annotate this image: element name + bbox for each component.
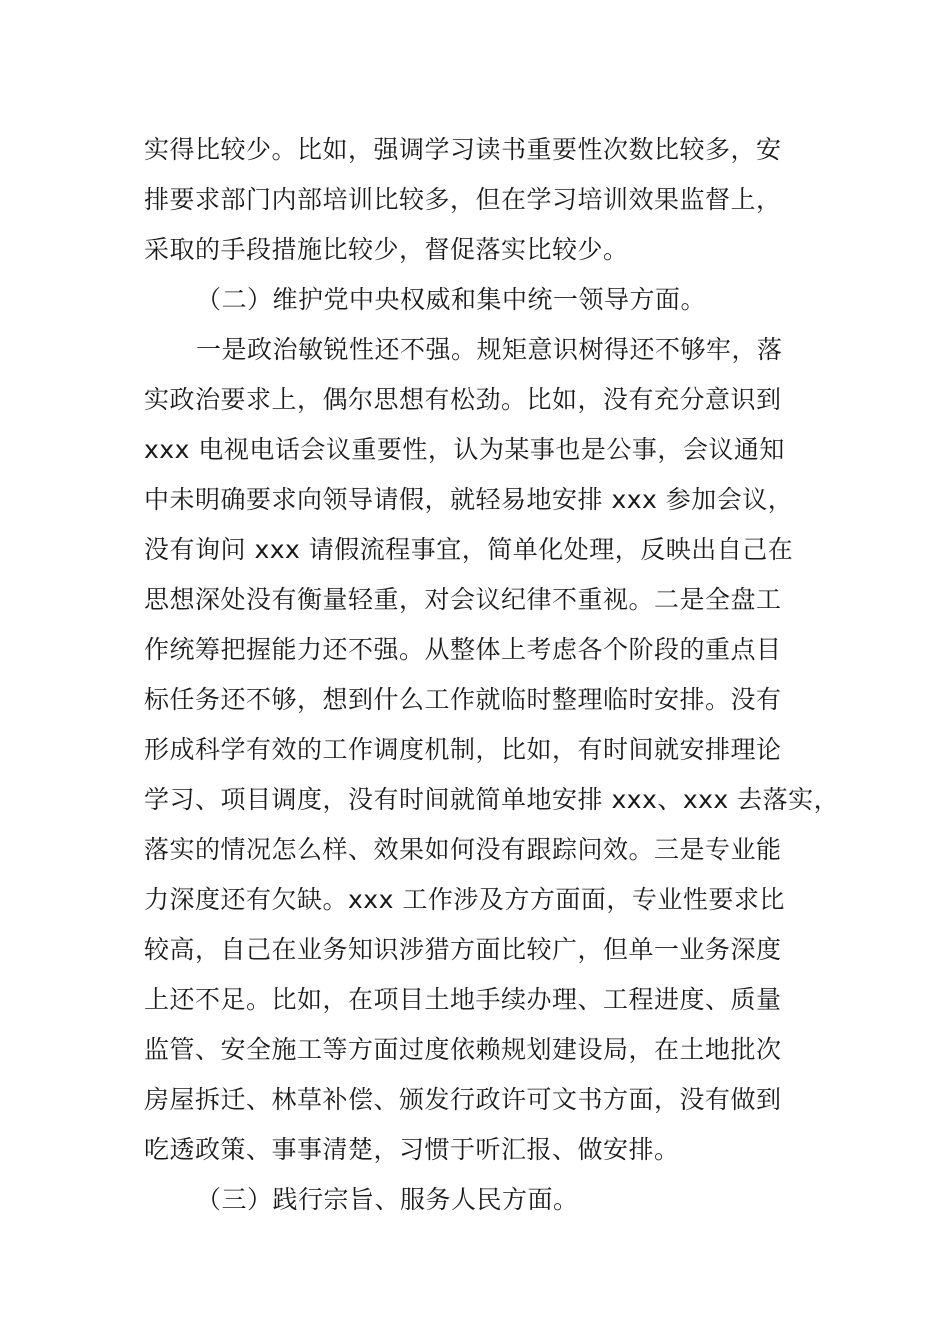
section-heading: （二）维护党中央权威和集中统一领导方面。 xyxy=(196,285,707,314)
text-line: 采取的手段措施比较少，督促落实比较少。 xyxy=(144,235,629,264)
text-line: 实政治要求上，偶尔思想有松劲。比如，没有充分意识到 xyxy=(144,385,782,414)
text-line: 吃透政策、事事清楚，习惯于听汇报、做安排。 xyxy=(144,1135,680,1164)
text-line: 监管、安全施工等方面过度依赖规划建设局，在土地批次 xyxy=(144,1035,782,1064)
text-line: 较高，自己在业务知识涉猎方面比较广，但单一业务深度 xyxy=(144,935,782,964)
text-line: 实得比较少。比如，强调学习读书重要性次数比较多，安 xyxy=(144,135,782,164)
text-line: 上还不足。比如，在项目土地手续办理、工程进度、质量 xyxy=(144,985,782,1014)
text-line: 落实的情况怎么样、效果如何没有跟踪问效。三是专业能 xyxy=(144,835,782,864)
text-line: 学习、项目调度，没有时间就简单地安排 xxx、xxx 去落实， xyxy=(144,785,840,814)
text-line: 一是政治敏锐性还不强。规矩意识树得还不够牢，落 xyxy=(196,335,783,364)
text-line: 中未明确要求向领导请假，就轻易地安排 xxx 参加会议， xyxy=(144,485,794,514)
text-line: 形成科学有效的工作调度机制，比如，有时间就安排理论 xyxy=(144,735,782,764)
text-line: 房屋拆迁、林草补偿、颁发行政许可文书方面，没有做到 xyxy=(144,1085,782,1114)
text-line: 力深度还有欠缺。xxx 工作涉及方方面面，专业性要求比 xyxy=(144,885,785,914)
text-line: 思想深处没有衡量轻重，对会议纪律不重视。二是全盘工 xyxy=(144,585,782,614)
text-line: xxx 电视电话会议重要性，认为某事也是公事，会议通知 xyxy=(144,435,785,464)
text-line: 没有询问 xxx 请假流程事宜，简单化处理，反映出自己在 xyxy=(144,535,794,564)
text-line: 排要求部门内部培训比较多，但在学习培训效果监督上， xyxy=(144,185,782,214)
text-line: 作统筹把握能力还不强。从整体上考虑各个阶段的重点目 xyxy=(144,635,782,664)
section-heading: （三）践行宗旨、服务人民方面。 xyxy=(196,1185,579,1214)
text-line: 标任务还不够，想到什么工作就临时整理临时安排。没有 xyxy=(144,685,782,714)
